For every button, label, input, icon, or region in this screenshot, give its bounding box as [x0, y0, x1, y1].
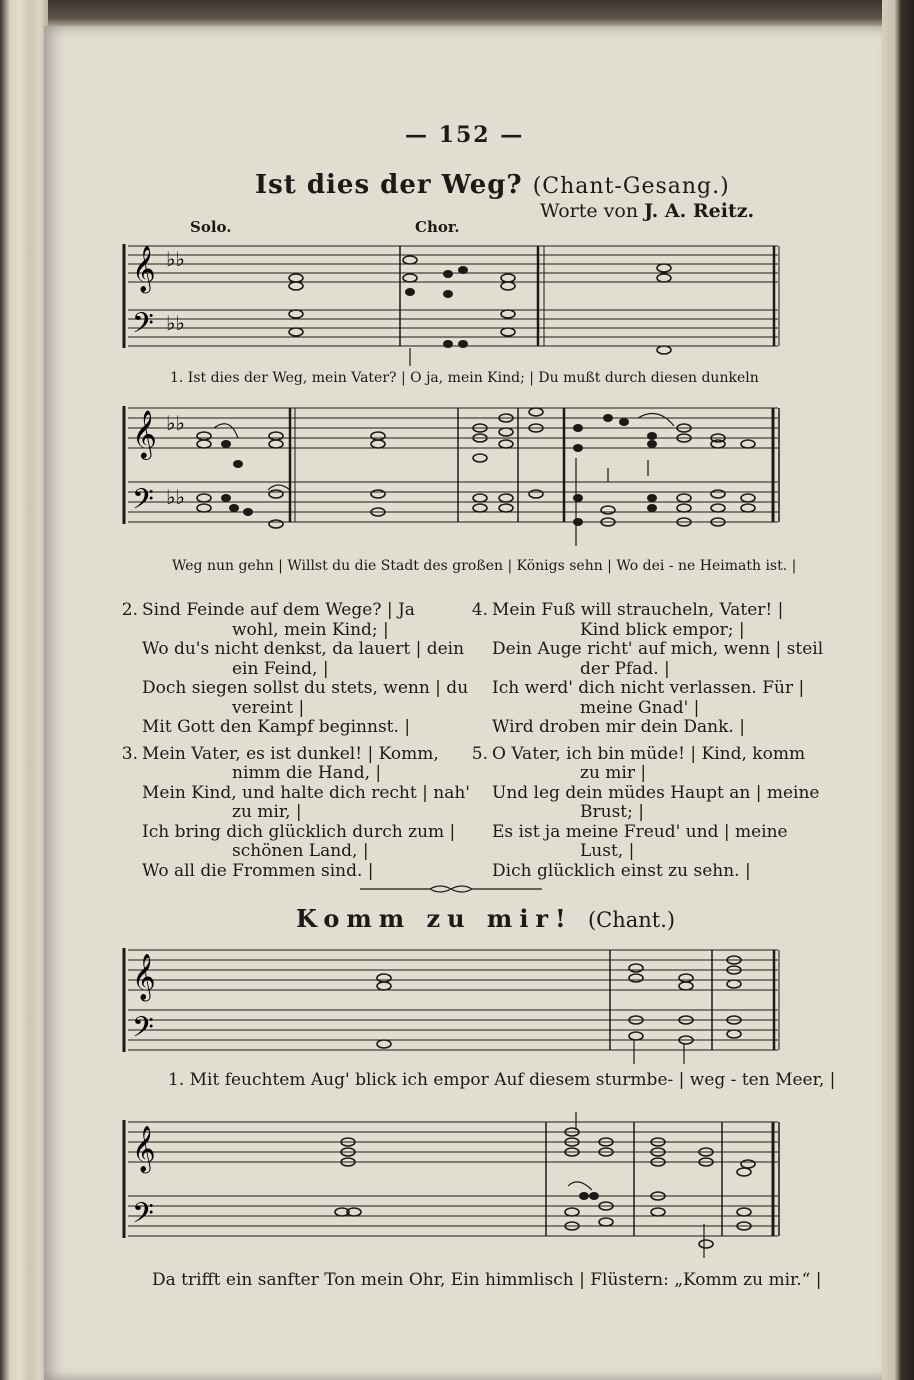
- verse-line: Wo du's nicht denkst, da lauert | dein: [142, 639, 465, 659]
- svg-text:♭♭: ♭♭: [166, 411, 185, 435]
- song2-title: [296, 904, 675, 933]
- verse-4: [462, 600, 824, 738]
- verse-line: Mit Gott den Kampf beginnst. |: [142, 717, 411, 737]
- song2-lyric-line-1: 1. Mit feuchtem Aug' blick ich empor Auf diesem sturmbe- | weg - ten Meer, |: [168, 1070, 836, 1090]
- song1-author-name: J. A. Reitz.: [644, 200, 755, 222]
- verse-line: O Vater, ich bin müde! | Kind, komm: [492, 743, 806, 764]
- verse-line: Doch siegen sollst du stets, wenn | du: [142, 678, 469, 698]
- verse-line: meine Gnad' |: [580, 697, 700, 718]
- verse-line: Dein Auge richt' auf mich, wenn | steil: [492, 639, 824, 659]
- verse-line: Mein Fuß will straucheln, Vater! |: [492, 600, 784, 620]
- verse-line: wohl, mein Kind; |: [232, 619, 389, 640]
- verse-line: Wo all die Frommen sind. |: [142, 860, 374, 881]
- verse-line: Und leg dein müdes Haupt an | meine: [492, 782, 820, 803]
- svg-text:𝄞: 𝄞: [132, 1126, 156, 1172]
- song1-staff-system-2: [118, 398, 786, 558]
- song2-subtitle: (Chant.): [587, 908, 676, 932]
- verse-line: Es ist ja meine Freud' und | meine: [492, 821, 788, 842]
- verse-line: Sind Feinde auf dem Wege? | Ja: [142, 600, 415, 620]
- verse-line: zu mir, |: [232, 802, 302, 822]
- svg-text:𝄞: 𝄞: [132, 954, 156, 1000]
- verses-left-column: [112, 600, 470, 881]
- verse-line: nimm die Hand, |: [232, 763, 382, 783]
- song2-title-text: Komm zu mir!: [296, 904, 573, 933]
- verse-line: Kind blick empor; |: [580, 619, 745, 640]
- verse-number: 5.: [471, 743, 488, 764]
- book-spine-edge: [0, 0, 48, 1380]
- verse-line: der Pfad. |: [580, 658, 670, 679]
- song2-staff-system-1: [118, 940, 786, 1068]
- song1-lyric-line-2: Weg nun gehn | Willst du die Stadt des großen | Königs sehn | Wo dei - ne Heimath ist. |: [172, 558, 797, 574]
- svg-text:𝄞: 𝄞: [132, 246, 156, 292]
- verse-line: ein Feind, |: [232, 658, 329, 679]
- book-right-edge: [882, 0, 914, 1380]
- svg-text:𝄢: 𝄢: [132, 1197, 154, 1237]
- verse-line: zu mir |: [580, 763, 647, 783]
- verse-line: schönen Land, |: [232, 841, 369, 861]
- verse-line: Ich bring dich glücklich durch zum |: [142, 821, 456, 842]
- svg-text:𝄞: 𝄞: [132, 409, 157, 458]
- song1-lyric-line-1: 1. Ist dies der Weg, mein Vater? | O ja, mein Kind; | Du mußt durch diesen dunkeln: [170, 370, 759, 386]
- verse-2: [112, 600, 469, 738]
- verse-number: 2.: [121, 600, 138, 620]
- song1-staff-system-1: [118, 238, 786, 366]
- page-number: — 152 —: [405, 122, 525, 148]
- label-chor: Chor.: [415, 218, 460, 236]
- song1-author-prefix: Worte von: [540, 200, 639, 222]
- verse-line: Mein Vater, es ist dunkel! | Komm,: [142, 743, 439, 764]
- svg-text:𝄢: 𝄢: [132, 1011, 154, 1051]
- verse-line: Ich werd' dich nicht verlassen. Für |: [492, 678, 805, 698]
- song1-title: [255, 170, 730, 200]
- song2-lyric-line-2: Da trifft ein sanfter Ton mein Ohr, Ein himmlisch | Flüstern: „Komm zu mir.“ |: [152, 1270, 822, 1290]
- verse-line: Dich glücklich einst zu sehn. |: [492, 860, 751, 881]
- svg-text:𝄢: 𝄢: [132, 483, 154, 523]
- svg-text:♭♭: ♭♭: [166, 485, 185, 509]
- verse-number: 3.: [121, 743, 138, 764]
- verse-line: Lust, |: [580, 841, 635, 861]
- label-solo: Solo.: [190, 218, 232, 236]
- verses-right-column: [462, 600, 824, 881]
- svg-text:𝄢: 𝄢: [132, 307, 154, 347]
- verse-number: 4.: [471, 600, 488, 620]
- song1-title-text: Ist dies der Weg?: [255, 170, 523, 200]
- verse-5: [462, 743, 820, 882]
- verse-3: [112, 743, 470, 882]
- svg-text:♭♭: ♭♭: [166, 247, 185, 271]
- song1-author: [540, 200, 754, 222]
- verse-line: Mein Kind, und halte dich recht | nah': [142, 782, 470, 803]
- svg-text:♭♭: ♭♭: [166, 311, 185, 335]
- verse-line: Wird droben mir dein Dank. |: [492, 717, 745, 737]
- song1-subtitle: (Chant-Gesang.): [532, 174, 730, 199]
- song2-staff-system-2: [118, 1112, 786, 1262]
- verse-line: Brust; |: [580, 802, 644, 822]
- ornament-divider: [360, 882, 542, 896]
- verse-line: vereint |: [232, 697, 305, 718]
